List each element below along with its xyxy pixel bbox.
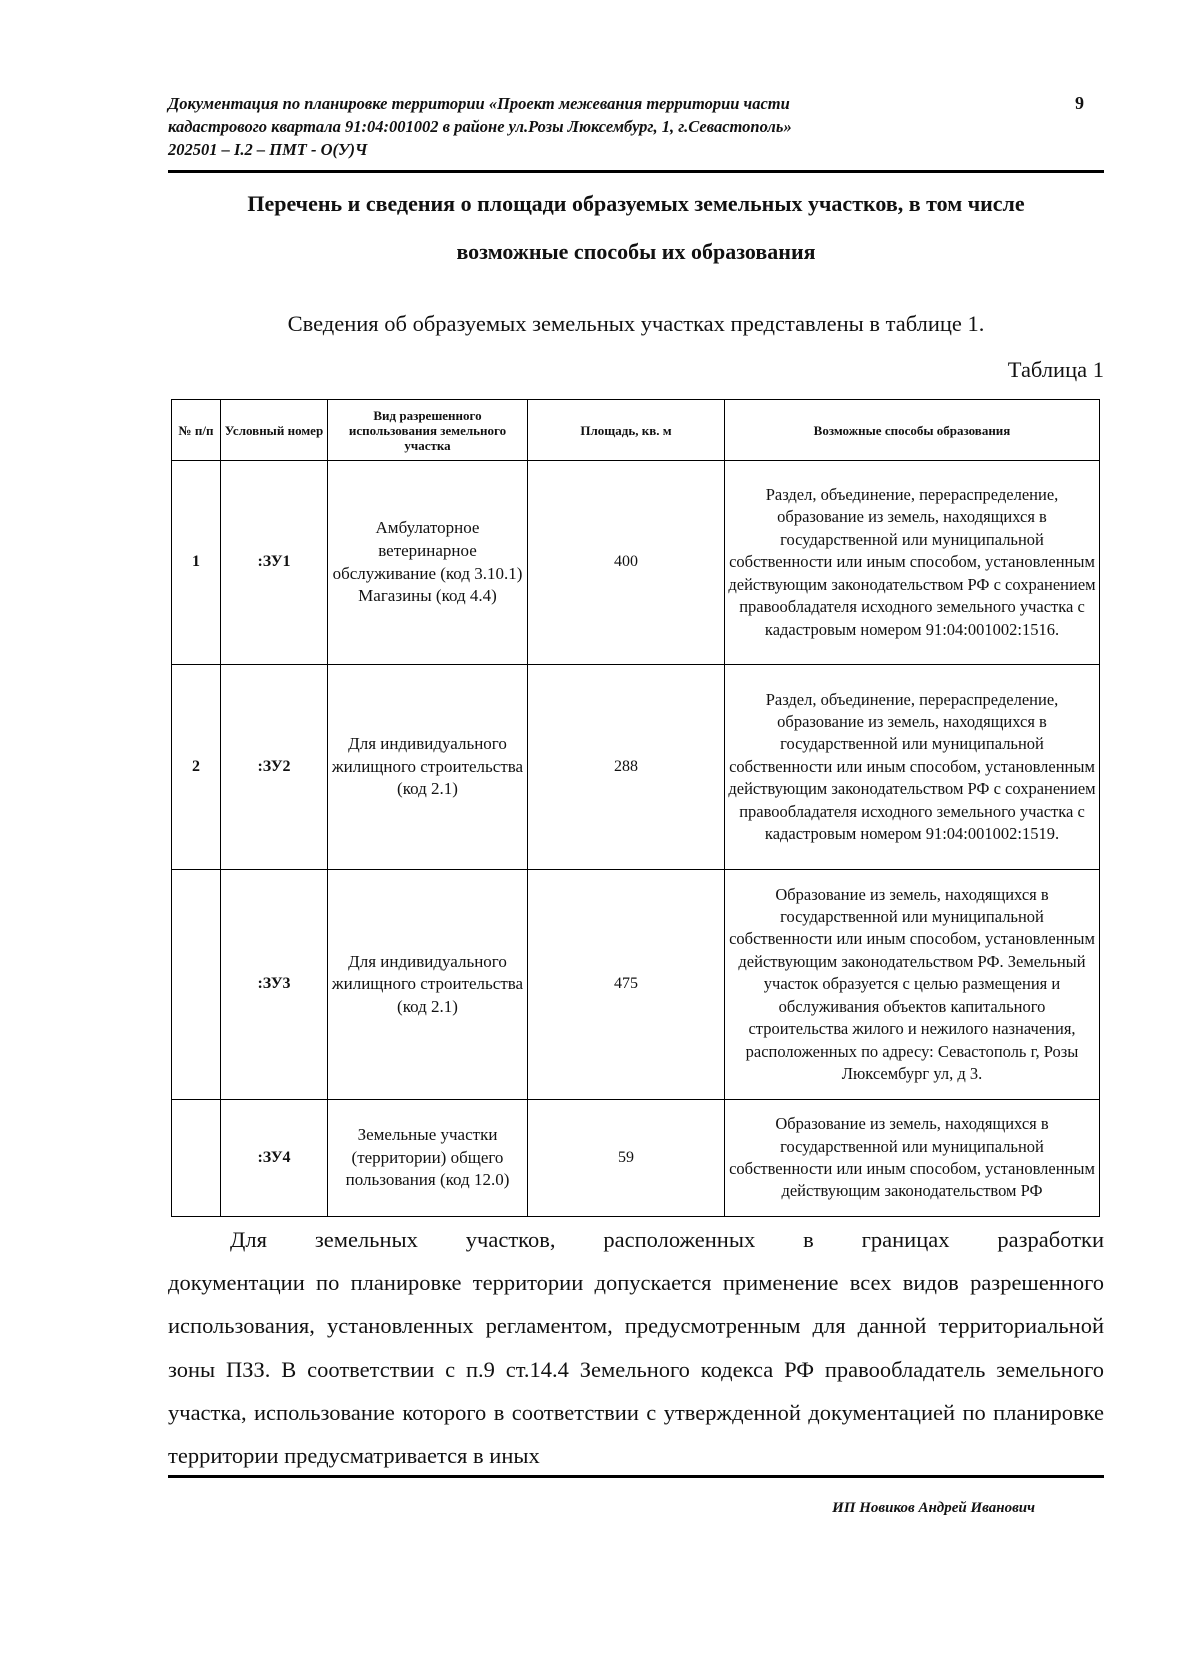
cell-use: Для индивидуального жилищного строительства (код 2.1) [328, 870, 528, 1100]
cell-num: 1 [172, 461, 221, 665]
cell-methods: Образование из земель, находящихся в государственной или муниципальной собственности или иным способом, установленным действующим законодательством РФ. Земельный участок образуется с целью размещения и обслуживания объектов капитального строительства жилого и нежилого назначения, расположенных по адресу: Севастополь г, Розы Люксембург ул, д 3. [725, 870, 1100, 1100]
cell-cond: :ЗУ1 [221, 461, 328, 665]
cell-cond: :ЗУ2 [221, 665, 328, 870]
header-divider [168, 170, 1104, 173]
body-paragraph [168, 1218, 1104, 1477]
section-title [168, 180, 1104, 276]
intro-text: Сведения об образуемых земельных участках представлены в таблице 1. [287, 311, 985, 336]
section-title-line-2: возможные способы их образования [456, 239, 816, 264]
table-row [172, 665, 1100, 870]
header-cond: Условный номер [221, 400, 328, 461]
cell-methods: Образование из земель, находящихся в государственной или муниципальной собственности или иным способом, установленным действующим законодательством РФ [725, 1100, 1100, 1217]
cell-area: 288 [528, 665, 725, 870]
section-title-line-1: Перечень и сведения о площади образуемых земельных участков, в том числе [247, 191, 1025, 216]
header-methods: Возможные способы образования [725, 400, 1100, 461]
cell-num: 2 [172, 665, 221, 870]
table-header-row [172, 400, 1100, 461]
cell-methods: Раздел, объединение, перераспределение, образование из земель, находящихся в государственной или муниципальной собственности или иным способом, установленным действующим законодательством РФ с сохранением правообладателя исходного земельного участка с кадастровым номером 91:04:001002:1519. [725, 665, 1100, 870]
table-row [172, 461, 1100, 665]
page-number: 9 [1075, 93, 1084, 113]
cell-use: Амбулаторное ветеринарное обслуживание (код 3.10.1) Магазины (код 4.4) [328, 461, 528, 665]
cell-methods: Раздел, объединение, перераспределение, образование из земель, находящихся в государственной или муниципальной собственности или иным способом, установленным действующим законодательством РФ с сохранением правообладателя исходного земельного участка с кадастровым номером 91:04:001002:1516. [725, 461, 1100, 665]
header-use: Вид разрешенного использования земельного участка [328, 400, 528, 461]
header-area: Площадь, кв. м [528, 400, 725, 461]
cell-use: Земельные участки (территории) общего пользования (код 12.0) [328, 1100, 528, 1217]
cell-num [172, 870, 221, 1100]
header-num: № п/п [172, 400, 221, 461]
table-row [172, 1100, 1100, 1217]
table-caption: Таблица 1 [1007, 357, 1104, 382]
cell-area: 59 [528, 1100, 725, 1217]
cell-area: 400 [528, 461, 725, 665]
header-line-3: 202501 – I.2 – ПМТ - О(У)Ч [168, 140, 368, 159]
table-row [172, 870, 1100, 1100]
paragraph-line-1: Для земельных участков, расположенных в границах разработки [230, 1227, 1104, 1252]
header-line-2: кадастрового квартала 91:04:001002 в районе ул.Розы Люксембург, 1, г.Севастополь» [168, 117, 792, 136]
cell-num [172, 1100, 221, 1217]
cell-area: 475 [528, 870, 725, 1100]
header-line-1: Документация по планировке территории «Проект межевания территории части [168, 94, 790, 113]
footer-author: ИП Новиков Андрей Иванович [832, 1500, 1035, 1516]
footer-divider [168, 1475, 1104, 1478]
paragraph-rest: документации по планировке территории допускается применение всех видов разрешенного использования, установленных регламентом, предусмотренным для данной территориальной зоны ПЗЗ. В соответствии с п.9 ст.14.4 Земельного кодекса РФ правообладатель земельного участка, использование которого в соответствии с утвержденной документацией по планировке территории предусматривается в иных [168, 1270, 1104, 1469]
cell-use: Для индивидуального жилищного строительства (код 2.1) [328, 665, 528, 870]
paragraph-first-line [168, 1218, 1104, 1261]
cell-cond: :ЗУ4 [221, 1100, 328, 1217]
cell-cond: :ЗУ3 [221, 870, 328, 1100]
land-plots-table [171, 399, 1100, 1217]
document-header [168, 92, 1018, 161]
